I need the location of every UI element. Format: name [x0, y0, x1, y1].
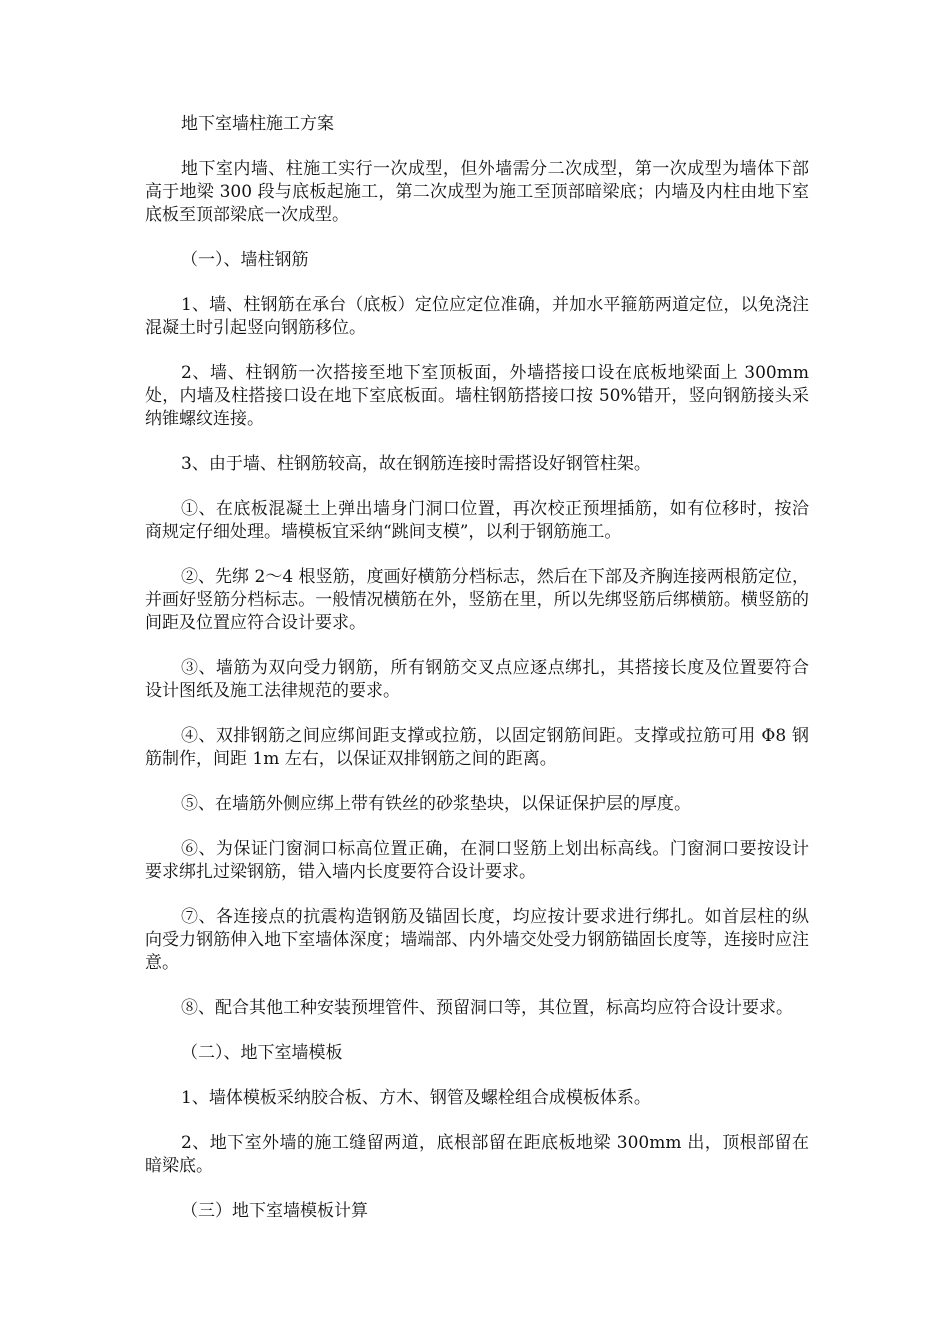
paragraph-sub-2: ②、先绑 2～4 根竖筋，度画好横筋分档标志，然后在下部及齐胸连接两根筋定位，并画好竖筋分档标志。一般情况横筋在外，竖筋在里，所以先绑竖筋后绑横筋。横竖筋的间距及位置应符合设计要求。 — [145, 567, 809, 633]
document-title: 地下室墙柱施工方案 — [181, 114, 334, 134]
section-heading-basement-wall-formwork: （二）、地下室墙模板 — [181, 1043, 343, 1063]
paragraph-formwork-2: 2、地下室外墙的施工缝留两道，底根部留在距底板地梁 300mm 出，顶根部留在暗梁底。 — [145, 1133, 809, 1176]
paragraph-sub-4: ④、双排钢筋之间应绑间距支撑或拉筋，以固定钢筋间距。支撑或拉筋可用 Φ8 钢筋制作，间距 1m 左右，以保证双排钢筋之间的距离。 — [145, 726, 809, 769]
paragraph-sub-5: ⑤、在墙筋外侧应绑上带有铁丝的砂浆垫块，以保证保护层的厚度。 — [181, 794, 691, 814]
paragraph-formwork-1: 1、墙体模板采纳胶合板、方木、钢管及螺栓组合成模板体系。 — [181, 1088, 651, 1108]
paragraph-sub-6: ⑥、为保证门窗洞口标高位置正确，在洞口竖筋上划出标高线。门窗洞口要按设计要求绑扎过梁钢筋，错入墙内长度要符合设计要求。 — [145, 839, 809, 882]
paragraph-item-2: 2、墙、柱钢筋一次搭接至地下室顶板面，外墙搭接口设在底板地梁面上 300mm 处，内墙及柱搭接口设在地下室底板面。墙柱钢筋搭接口按 50%错开，竖向钢筋接头采纳锥螺纹连接。 — [145, 363, 809, 429]
paragraph-sub-1: ①、在底板混凝土上弹出墙身门洞口位置，再次校正预埋插筋，如有位移时，按洽商规定仔细处理。墙模板宜采纳“跳间支模”，以利于钢筋施工。 — [145, 499, 809, 542]
document-body — [145, 113, 809, 1245]
paragraph-sub-7: ⑦、各连接点的抗震构造钢筋及锚固长度，均应按计要求进行绑扎。如首层柱的纵向受力钢筋伸入地下室墙体深度；墙端部、内外墙交处受力钢筋锚固长度等，连接时应注意。 — [145, 907, 809, 973]
section-heading-formwork-calculation: （三）地下室墙模板计算 — [181, 1201, 368, 1221]
paragraph-item-1: 1、墙、柱钢筋在承台（底板）定位应定位准确，并加水平箍筋两道定位，以免浇注混凝土时引起竖向钢筋移位。 — [145, 295, 809, 338]
section-heading-wall-column-rebar: （一）、墙柱钢筋 — [181, 250, 309, 270]
paragraph-item-3: 3、由于墙、柱钢筋较高，故在钢筋连接时需搭设好钢管柱架。 — [181, 454, 651, 474]
paragraph-intro: 地下室内墙、柱施工实行一次成型，但外墙需分二次成型，第一次成型为墙体下部高于地梁 300 段与底板起施工，第二次成型为施工至顶部暗梁底；内墙及内柱由地下室底板至顶部梁底一次成型。 — [145, 159, 809, 225]
paragraph-sub-3: ③、墙筋为双向受力钢筋，所有钢筋交叉点应逐点绑扎，其搭接长度及位置要符合设计图纸及施工法律规范的要求。 — [145, 658, 809, 701]
paragraph-sub-8: ⑧、配合其他工种安装预埋管件、预留洞口等，其位置，标高均应符合设计要求。 — [181, 998, 793, 1018]
